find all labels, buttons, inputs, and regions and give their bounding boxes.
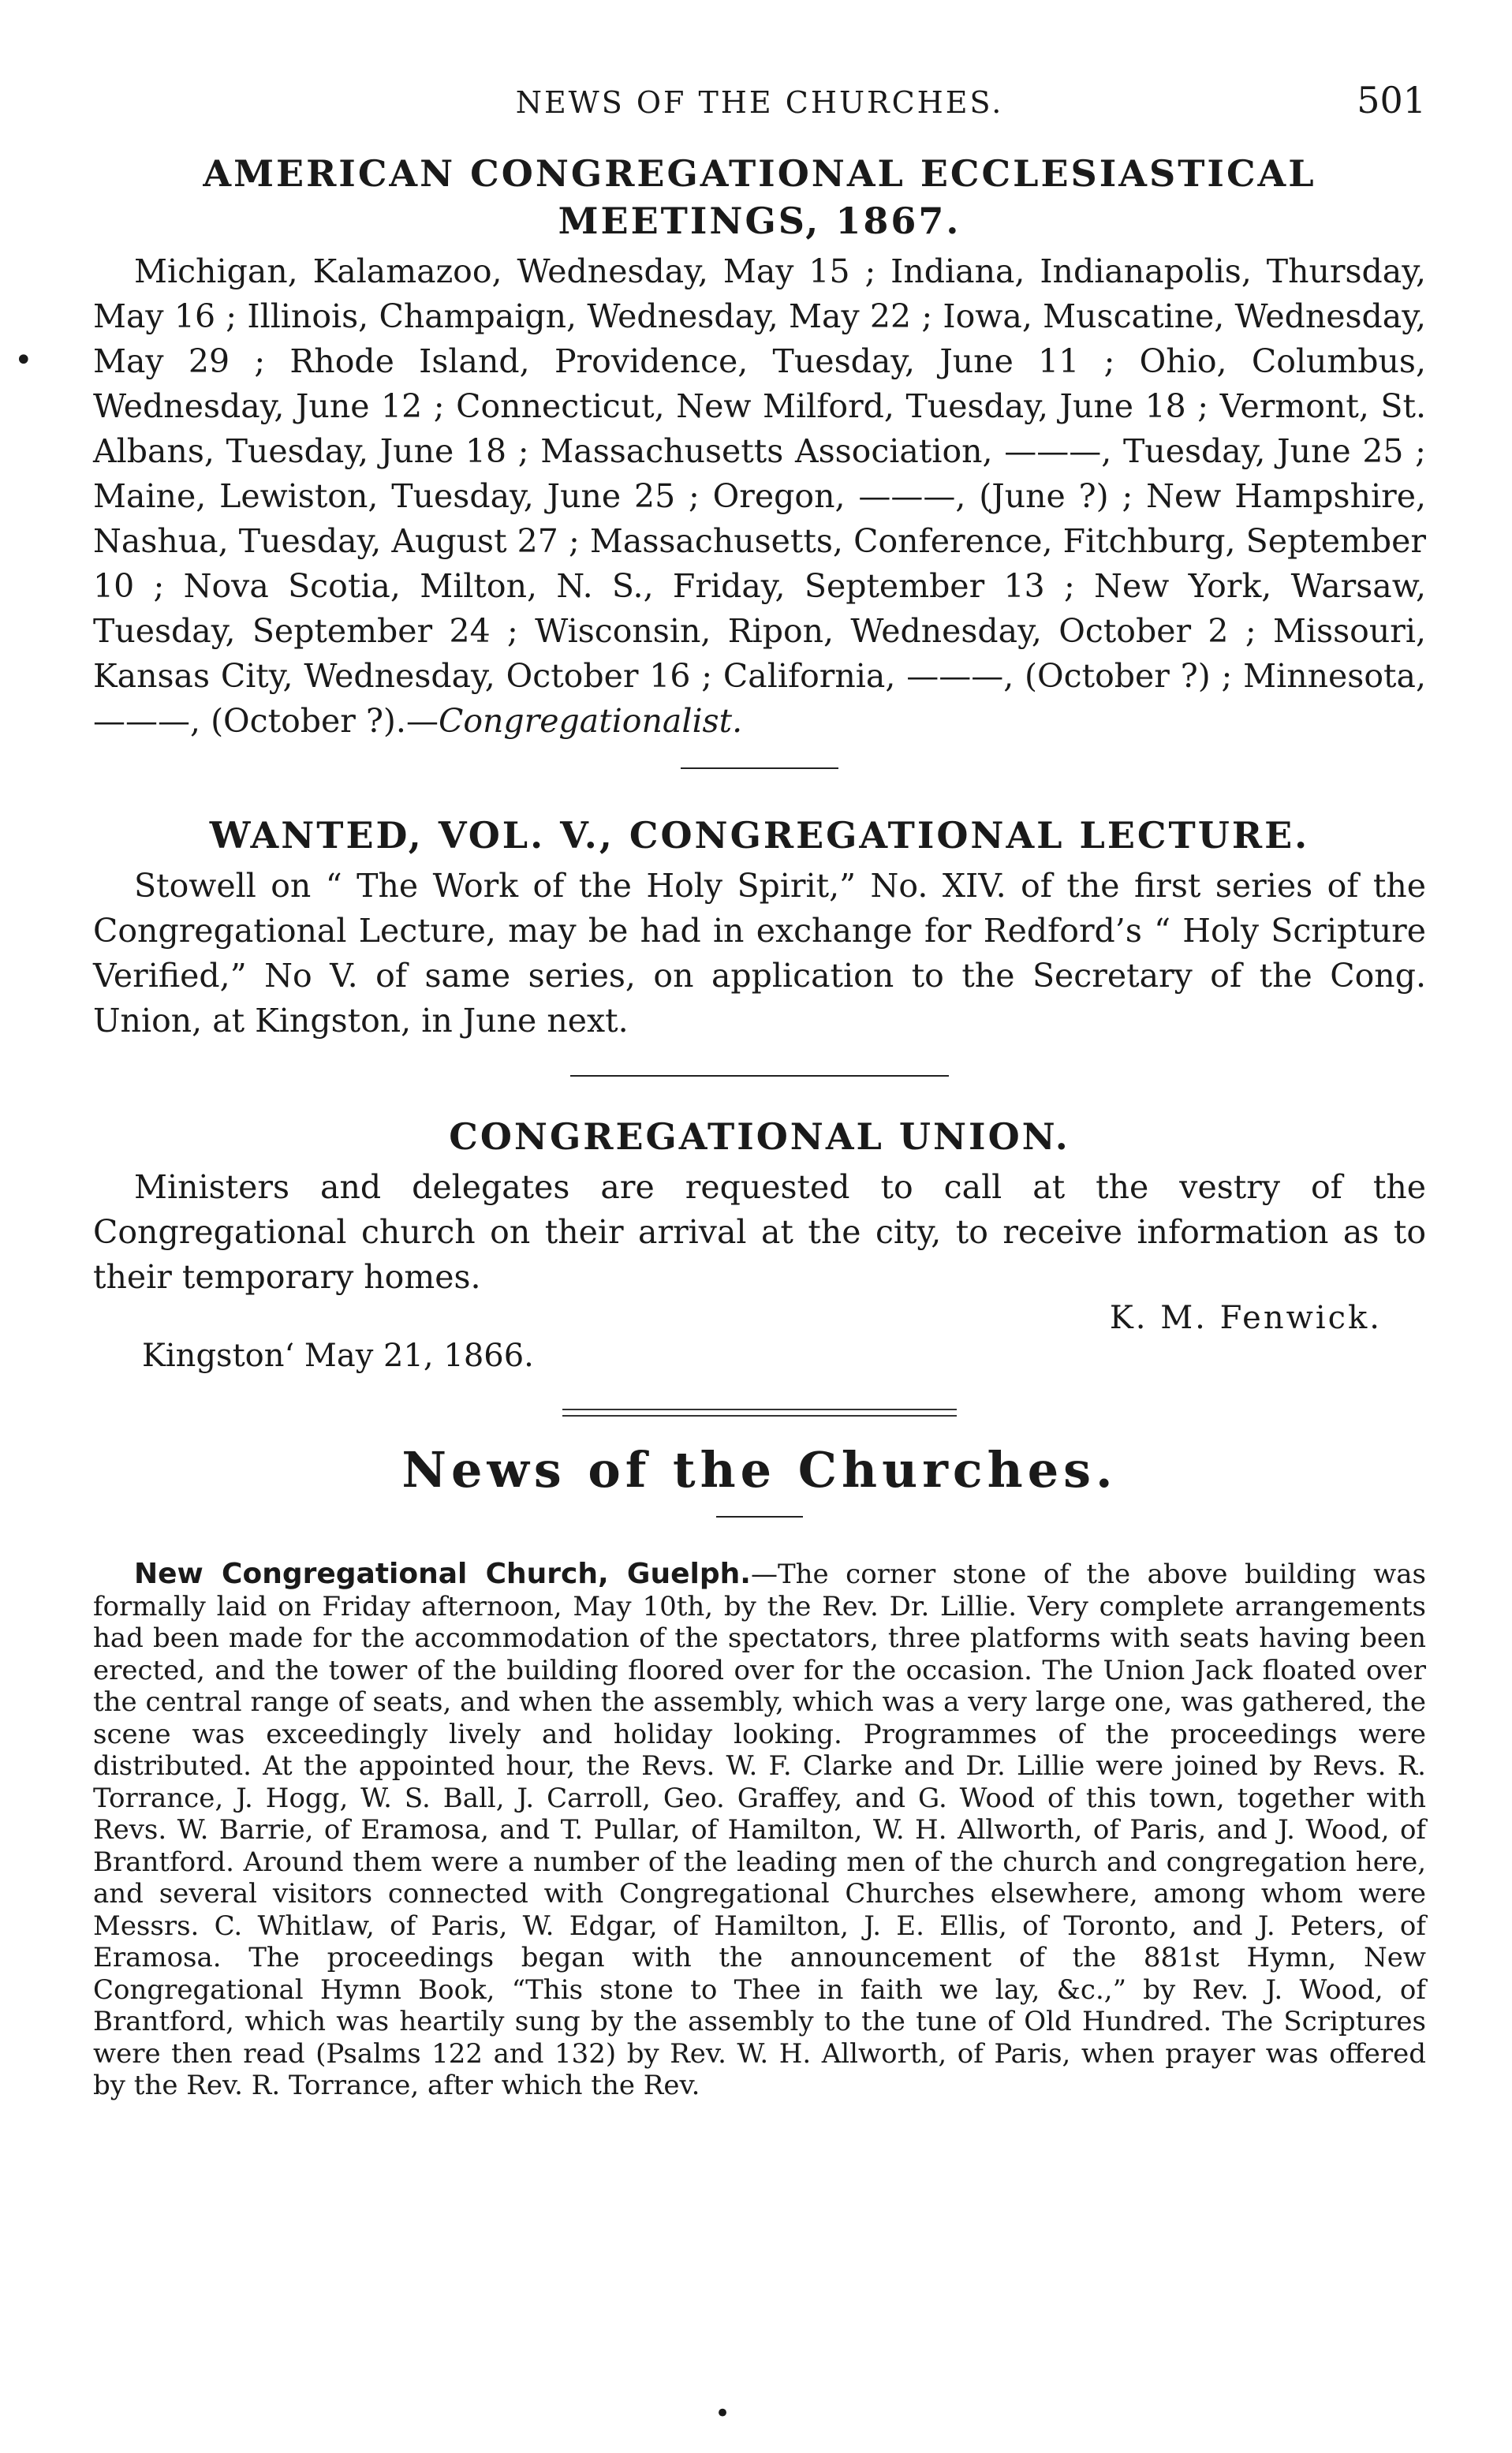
divider <box>570 1075 949 1077</box>
section-heading-wanted: WANTED, VOL. V., CONGREGATIONAL LECTURE. <box>209 814 1310 857</box>
section-heading-union: CONGREGATIONAL UNION. <box>449 1115 1070 1158</box>
news-heading: News of the Churches. <box>401 1441 1118 1499</box>
section-heading-meetings <box>93 150 1426 245</box>
page-number: 501 <box>1357 79 1426 121</box>
heading-line-1: AMERICAN CONGREGATIONAL ECCLESIASTICAL <box>203 152 1316 195</box>
meetings-text: Michigan, Kalamazoo, Wednesday, May 15 ; Indiana, Indianapolis, Thursday, May 16 ; Illinois, Champaign, Wednesday, May 22 ; Iowa, Muscatine, Wednesday, May 29 ; Rhode Island, Providence, Tuesday, June 11 ; Ohio, Columbus, Wednesday, June 12 ; Connecticut, New Milford, Tuesday, June 18 ; Vermont, St. Albans, Tuesday, June 18 ; Massachusetts Association, ———, Tuesday, June 25 ; Maine, Lewiston, Tuesday, June 25 ; Oregon, ———, (June ?) ; New Hampshire, Nashua, Tuesday, August 27 ; Massachusetts, Conference, Fitchburg, September 10 ; Nova Scotia, Milton, N. S., Friday, September 13 ; New York, Warsaw, Tuesday, September 24 ; Wisconsin, Ripon, Wednesday, October 2 ; Missouri, Kansas City, Wednesday, October 16 ; California, ———, (October ?) ; Minnesota, ———, (October ?).— <box>93 252 1426 740</box>
meetings-paragraph <box>93 249 1426 744</box>
meetings-source: Congregationalist. <box>438 702 743 740</box>
page <box>93 79 1426 2102</box>
news-paragraph <box>93 1559 1426 2102</box>
heading-line-2: MEETINGS, 1867. <box>558 200 961 242</box>
section-union <box>93 1113 1426 1379</box>
news-lead-in: New Congregational Church, Guelph. <box>134 1558 751 1590</box>
divider <box>716 1516 803 1518</box>
section-news <box>93 1439 1426 2102</box>
section-meetings <box>93 150 1426 744</box>
running-head <box>93 79 1426 126</box>
signature: K. M. Fenwick. <box>1109 1300 1382 1336</box>
section-wanted <box>93 812 1426 1044</box>
double-divider <box>562 1409 957 1417</box>
running-title: NEWS OF THE CHURCHES. <box>515 85 1004 120</box>
union-paragraph: Ministers and delegates are requested to call at the vestry of the Congregational church on their arrival at the city, to receive information as to their temporary homes. <box>93 1168 1426 1296</box>
wanted-paragraph: Stowell on “ The Work of the Holy Spirit,” No. XIV. of the first series of the Congregational Lecture, may be had in exchange for Redford’s “ Holy Scripture Verified,” No V. of same series, on application to the Secretary of the Cong. Union, at Kingston, in June next. <box>93 867 1426 1040</box>
news-text: —The corner stone of the above building was formally laid on Friday afternoon, May 10th, by the Rev. Dr. Lillie. Very complete arrangements had been made for the accommodation of the spectators, three platforms with seats having been erected, and the tower of the building floored over for the occasion. The Union Jack floated over the central range of seats, and when the assembly, which was a very large one, was gathered, the scene was exceedingly lively and holiday looking. Programmes of the proceedings were distributed. At the appointed hour, the Revs. W. F. Clarke and Dr. Lillie were joined by Revs. R. Torrance, J. Hogg, W. S. Ball, J. Carroll, Geo. Graffey, and G. Wood of this town, together with Revs. W. Barrie, of Eramosa, and T. Pullar, of Hamilton, W. H. Allworth, of Paris, and J. Wood, of Brantford. Around them were a number of the leading men of the church and congregation here, and several visitors connected with Congregational Churches elsewhere, among whom were Messrs. C. Whitlaw, of Paris, W. Edgar, of Hamilton, J. E. Ellis, of Toronto, and J. Peters, of Eramosa. The proceedings began with the announcement of the 881st Hymn, New Congregational Hymn Book, “This stone to Thee in faith we lay, &c.,” by Rev. J. Wood, of Brantford, which was heartily sung by the assembly to the tune of Old Hundred. The Scriptures were then read (Psalms 122 and 132) by Rev. W. H. Allworth, of Paris, when prayer was offered by the Rev. R. Torrance, after which the Rev. <box>93 1559 1427 2101</box>
place-date: Kingston‘ May 21, 1866. <box>142 1338 534 1374</box>
signature-block <box>93 1300 1426 1379</box>
margin-mark: • <box>14 342 33 379</box>
bottom-mark: • <box>715 2398 731 2429</box>
divider <box>681 767 838 769</box>
